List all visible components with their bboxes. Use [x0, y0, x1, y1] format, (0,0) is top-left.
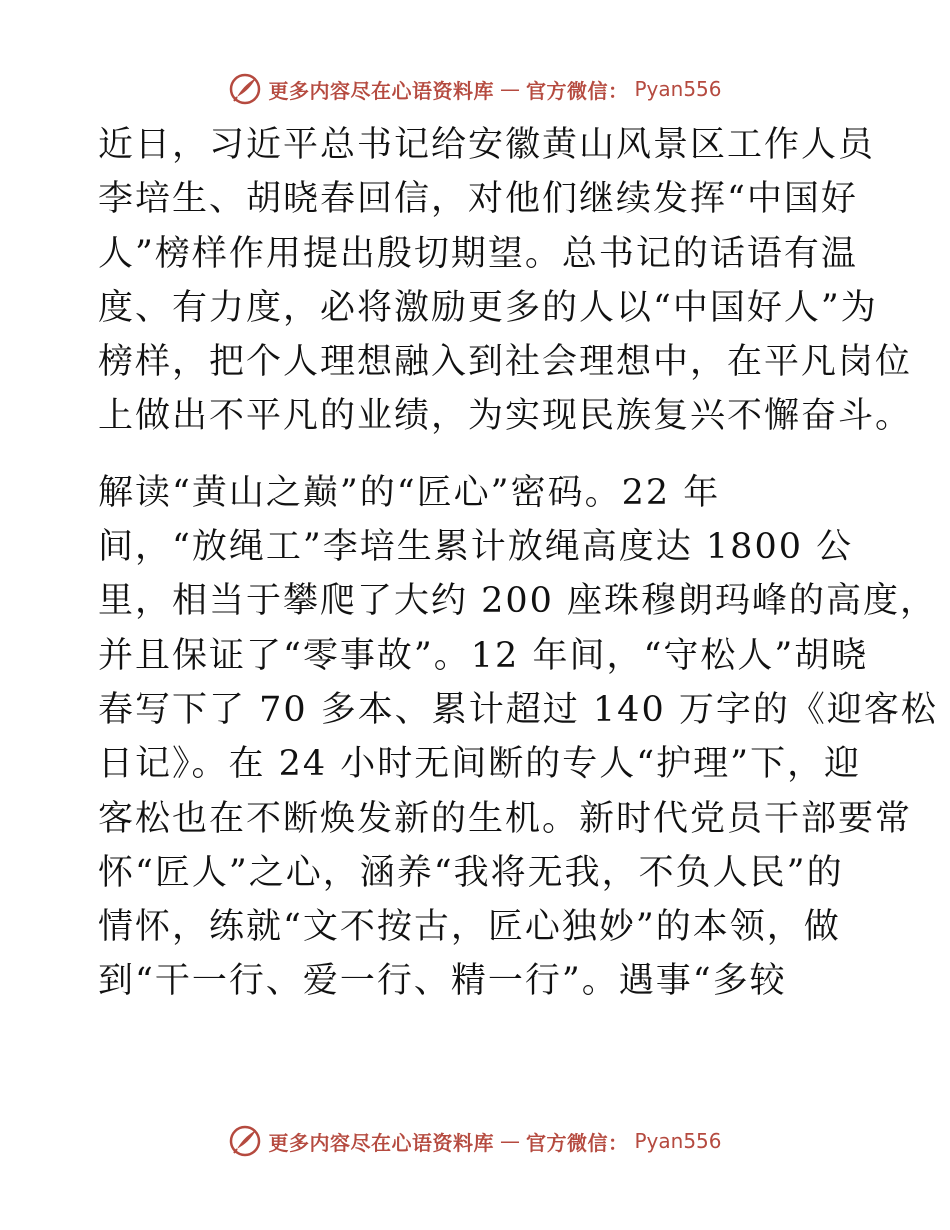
text-line: 度、有力度，必将激励更多的人以“中国好人”为	[98, 287, 878, 328]
text-line: 人”榜样作用提出殷切期望。总书记的话语有温	[98, 233, 858, 274]
watermark-wechat-label: 官方微信：	[525, 78, 629, 103]
watermark-wechat-label: 官方微信：	[525, 1130, 629, 1155]
watermark-separator: —	[499, 1129, 520, 1153]
watermark-separator: —	[499, 77, 520, 101]
text-line: 怀“匠人”之心，涵养“我将无我，不负人民”的	[98, 852, 844, 893]
text-line: 里，相当于攀爬了大约 200 座珠穆朗玛峰的高度，	[98, 581, 938, 622]
text-line: 上做出不平凡的业绩，为实现民族复兴不懈奋斗。	[98, 396, 913, 437]
watermark-text: 更多内容尽在心语资料库	[268, 1130, 494, 1155]
text-line: 春写下了 70 多本、累计超过 140 万字的《迎客松	[98, 689, 938, 730]
document-body	[98, 118, 938, 1009]
quill-pen-logo-icon	[228, 1124, 262, 1158]
text-line: 解读“黄山之巅”的“匠心”密码。22 年	[98, 472, 721, 513]
paragraph-1	[98, 118, 913, 444]
paragraph-2	[98, 466, 938, 1009]
watermark-text: 更多内容尽在心语资料库	[268, 78, 494, 103]
text-line: 客松也在不断焕发新的生机。新时代党员干部要常	[98, 798, 913, 839]
text-line: 李培生、胡晓春回信，对他们继续发挥“中国好	[98, 179, 858, 220]
text-line: 情怀，练就“文不按古，匠心独妙”的本领，做	[98, 907, 841, 948]
text-line: 并且保证了“零事故”。12 年间，“守松人”胡晓	[98, 635, 869, 676]
header-watermark	[0, 72, 950, 106]
text-line: 近日，习近平总书记给安徽黄山风景区工作人员	[98, 125, 876, 165]
quill-pen-logo-icon	[228, 72, 262, 106]
watermark-wechat-id: Pyan556	[634, 77, 722, 101]
footer-watermark	[0, 1124, 950, 1158]
watermark-wechat-id: Pyan556	[634, 1129, 722, 1153]
text-line: 日记》。在 24 小时无间断的专人“护理”下，迎	[98, 744, 862, 785]
text-line: 到“干一行、爱一行、精一行”。遇事“多较	[98, 961, 787, 1002]
text-line: 榜样，把个人理想融入到社会理想中，在平凡岗位	[98, 342, 913, 383]
text-line: 间，“放绳工”李培生累计放绳高度达 1800 公	[98, 527, 854, 568]
